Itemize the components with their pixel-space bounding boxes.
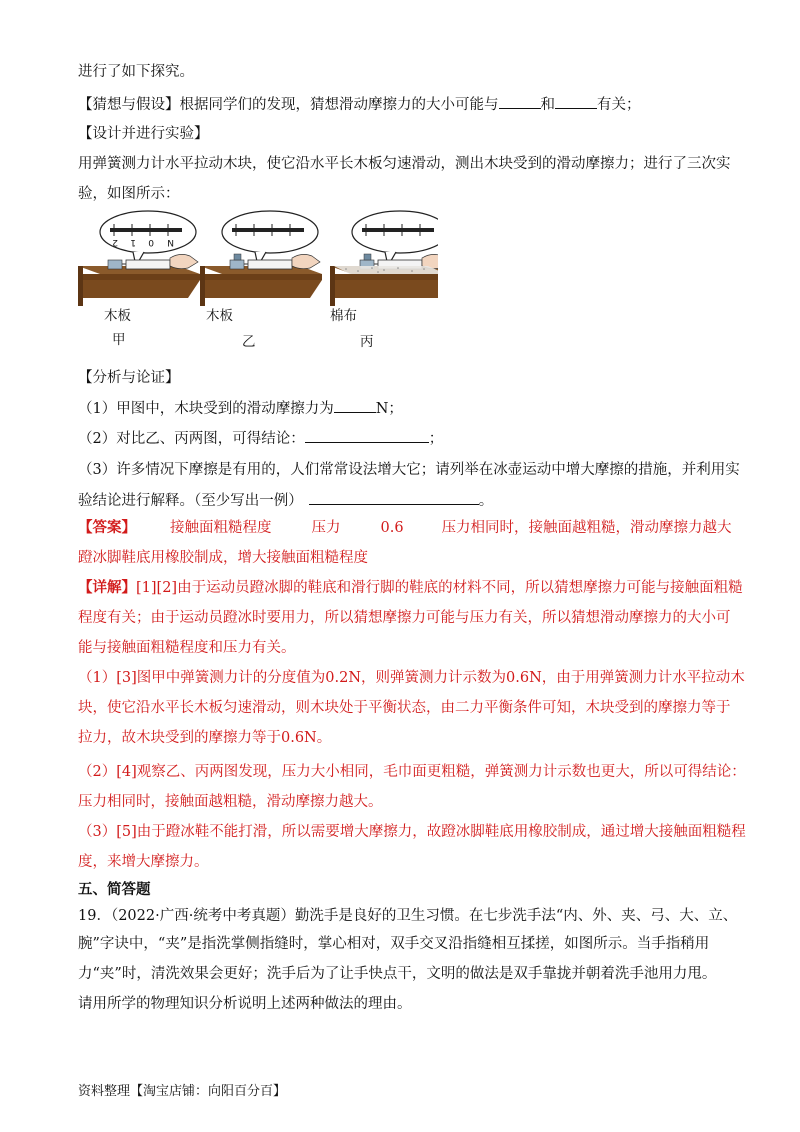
detail-text: （2）[4]观察乙、丙两图发现，压力大小相同，毛巾面更粗糙，弹簧测力计示数也更大，所以可得结论： xyxy=(78,764,746,780)
intro-text: 进行了如下探究。 xyxy=(78,64,194,80)
scale-label: 2 xyxy=(112,237,118,247)
answer-line-2: 蹬冰脚鞋底用橡胶制成，增大接触面粗糙程度 xyxy=(78,550,368,566)
hypothesis-text-c: 有关； xyxy=(597,97,641,113)
hypothesis-text-a: 根据同学们的发现，猜想滑动摩擦力的大小可能与 xyxy=(179,97,499,113)
panel-name-1: 甲 xyxy=(112,332,126,348)
question-3-end: 。 xyxy=(478,493,494,509)
question-3-line-1: （3）许多情况下摩擦是有用的，人们常常设法增大它；请列举在冰壶运动中增大摩擦的措施，并利用实 xyxy=(78,462,740,478)
footer-text: 资料整理【淘宝店铺：向阳百分百】 xyxy=(78,1084,287,1099)
question-1-unit: N； xyxy=(375,401,403,417)
question-1-text: （1）甲图中，木块受到的滑动摩擦力为 xyxy=(78,401,334,417)
detail-text: 块，使它沿水平长木板匀速滑动，则木块处于平衡状态，由二力平衡条件可知，木块受到的摩擦力等于 xyxy=(78,700,731,716)
answer-line xyxy=(78,518,732,538)
blank-1[interactable] xyxy=(499,94,541,109)
question-19-line: 腕”字诀中，“夹”是指洗掌侧指缝时，掌心相对，双手交叉沿指缝相互揉搓，如图所示。当手指稍用 xyxy=(78,936,710,952)
question-2-end: ； xyxy=(428,431,444,447)
detail-text: [1][2]由于运动员蹬冰脚的鞋底和滑行脚的鞋底的材料不同，所以猜想摩擦力可能与接触面粗糙 xyxy=(136,580,743,596)
detail-text: （3）[5]由于蹬冰鞋不能打滑，所以需要增大摩擦力，故蹬冰脚鞋底用橡胶制成，通过增大接触面粗糙程 xyxy=(78,824,746,840)
detail-text: 度，来增大摩擦力。 xyxy=(78,854,209,870)
design-text-2: 验，如图所示： xyxy=(78,186,180,202)
answer-label: 【答案】 xyxy=(78,519,136,536)
detail-text: 拉力，故木块受到的摩擦力等于0.6N。 xyxy=(78,730,332,746)
detail-line xyxy=(78,578,743,598)
scale-label: 1 xyxy=(130,237,136,247)
blank-4[interactable] xyxy=(305,428,429,443)
panel-surface-3: 棉布 xyxy=(330,308,357,324)
blank-5[interactable] xyxy=(309,490,479,505)
scale-label: 0 xyxy=(148,237,154,247)
question-2 xyxy=(78,428,443,449)
panel-name-2: 乙 xyxy=(242,334,256,350)
panel-surface-1: 木板 xyxy=(104,308,131,324)
panel-surface-2: 木板 xyxy=(206,308,233,324)
design-title: 【设计并进行实验】 xyxy=(78,126,209,142)
question-3-text: 验结论进行解释。（至少写出一例） xyxy=(78,493,303,509)
answer-item: 压力 xyxy=(311,520,341,536)
question-3-line-2 xyxy=(78,490,493,511)
question-19-line: 力“夹”时，清洗效果会更好；洗手后为了让手快点干，文明的做法是双手靠拢并朝着洗手池用力甩。 xyxy=(78,966,717,982)
scale-label: N xyxy=(167,237,174,247)
hypothesis-label: 【猜想与假设】 xyxy=(78,97,180,113)
hypothesis-line xyxy=(78,94,641,115)
detail-text: 压力相同时，接触面越粗糙，滑动摩擦力越大。 xyxy=(78,794,383,810)
analysis-title: 【分析与论证】 xyxy=(78,370,180,386)
blank-3[interactable] xyxy=(334,398,376,413)
detail-text: 能与接触面粗糙程度和压力有关。 xyxy=(78,640,296,656)
detail-label: 【详解】 xyxy=(78,579,136,596)
question-19-line: 请用所学的物理知识分析说明上述两种做法的理由。 xyxy=(78,996,412,1012)
experiment-illustration xyxy=(78,208,438,353)
detail-text: （1）[3]图甲中弹簧测力计的分度值为0.2N，则弹簧测力计示数为0.6N，由于用弹簧测力计水平拉动木 xyxy=(78,670,745,686)
detail-text: 程度有关；由于运动员蹬冰时要用力，所以猜想摩擦力可能与压力有关，所以猜想滑动摩擦力的大小可 xyxy=(78,610,731,626)
design-text-1: 用弹簧测力计水平拉动木块，使它沿水平长木板匀速滑动，测出木块受到的滑动摩擦力；进行了三次实 xyxy=(78,156,731,172)
question-1 xyxy=(78,398,403,419)
question-2-text: （2）对比乙、丙两图，可得结论： xyxy=(78,431,305,447)
hypothesis-text-b: 和 xyxy=(540,97,555,113)
blank-2[interactable] xyxy=(555,94,597,109)
question-19-line: 19．（2022·广西·统考中考真题）勤洗手是良好的卫生习惯。在七步洗手法“内、外、夹、弓、大、立、 xyxy=(78,908,738,924)
experiment-figure xyxy=(78,208,438,353)
answer-item: 压力相同时，接触面越粗糙，滑动摩擦力越大 xyxy=(441,520,732,536)
panel-name-3: 丙 xyxy=(360,334,374,350)
answer-item: 0.6 xyxy=(380,520,404,536)
section-heading: 五、简答题 xyxy=(78,881,151,898)
answer-item: 接触面粗糙程度 xyxy=(170,520,272,536)
